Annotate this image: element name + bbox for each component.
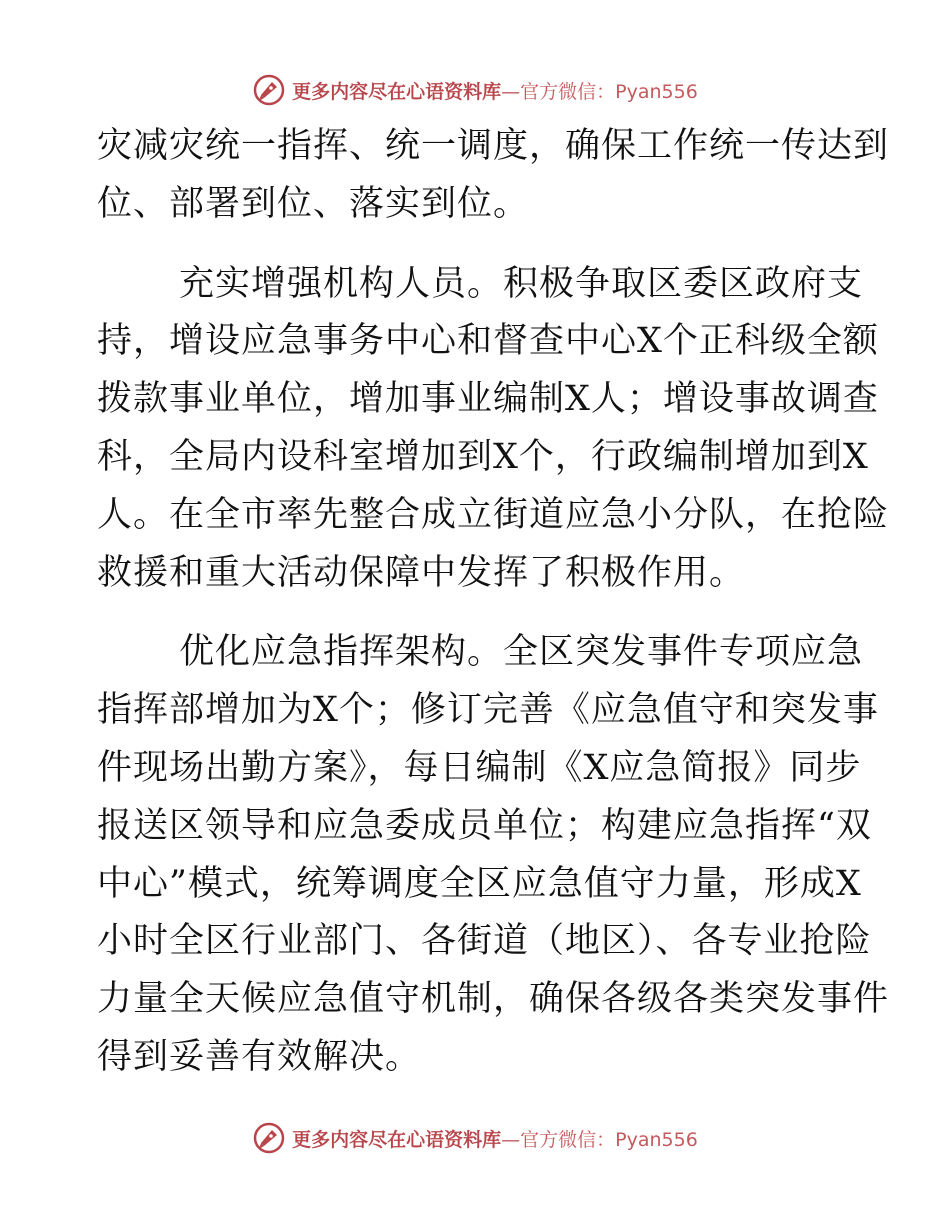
text-line: 科，全局内设科室增加到X个，行政编制增加到X xyxy=(97,436,869,477)
watermark-contact-text: —官方微信：Pyan556 xyxy=(501,1128,698,1151)
header-watermark xyxy=(0,70,950,110)
watermark-text xyxy=(292,77,698,104)
text-line: 中心”模式，统筹调度全区应急值守力量，形成X xyxy=(97,863,862,904)
text-line: 拨款事业单位，增加事业编制X人；增设事故调查 xyxy=(97,379,879,420)
footer-watermark xyxy=(0,1118,950,1158)
watermark-main-text: 更多内容尽在心语资料库 xyxy=(292,1128,502,1151)
text-line: 小时全区行业部门、各街道（地区）、各专业抢险 xyxy=(97,921,872,962)
text-line: 力量全天候应急值守机制，确保各级各类突发事件 xyxy=(97,979,890,1020)
text-line: 人。在全市率先整合成立街道应急小分队，在抢险 xyxy=(97,494,890,535)
text-line: 指挥部增加为X个；修订完善《应急值守和突发事 xyxy=(97,690,879,731)
pen-nib-logo-icon xyxy=(252,73,286,107)
text-line: 得到妥善有效解决。 xyxy=(97,1036,422,1077)
paragraph-heading-line: 优化应急指挥架构。全区突发事件专项应急 xyxy=(179,632,864,673)
text-line: 持，增设应急事务中心和督查中心X个正科级全额 xyxy=(97,321,879,362)
watermark-contact-text: —官方微信：Pyan556 xyxy=(501,80,698,103)
text-line: 报送区领导和应急委成员单位；构建应急指挥“双 xyxy=(97,805,872,846)
text-line: 灾减灾统一指挥、统一调度，确保工作统一传达到 xyxy=(97,126,890,166)
pen-nib-logo-icon xyxy=(252,1121,286,1155)
text-line: 救援和重大活动保障中发挥了积极作用。 xyxy=(97,552,746,593)
paragraph-heading-line: 充实增强机构人员。积极争取区委区政府支 xyxy=(179,263,864,304)
watermark-main-text: 更多内容尽在心语资料库 xyxy=(292,80,502,103)
text-line: 位、部署到位、落实到位。 xyxy=(97,183,530,224)
watermark-text xyxy=(292,1125,698,1152)
document-body xyxy=(97,118,890,1087)
text-line: 件现场出勤方案》，每日编制《X应急简报》同步 xyxy=(97,747,862,788)
